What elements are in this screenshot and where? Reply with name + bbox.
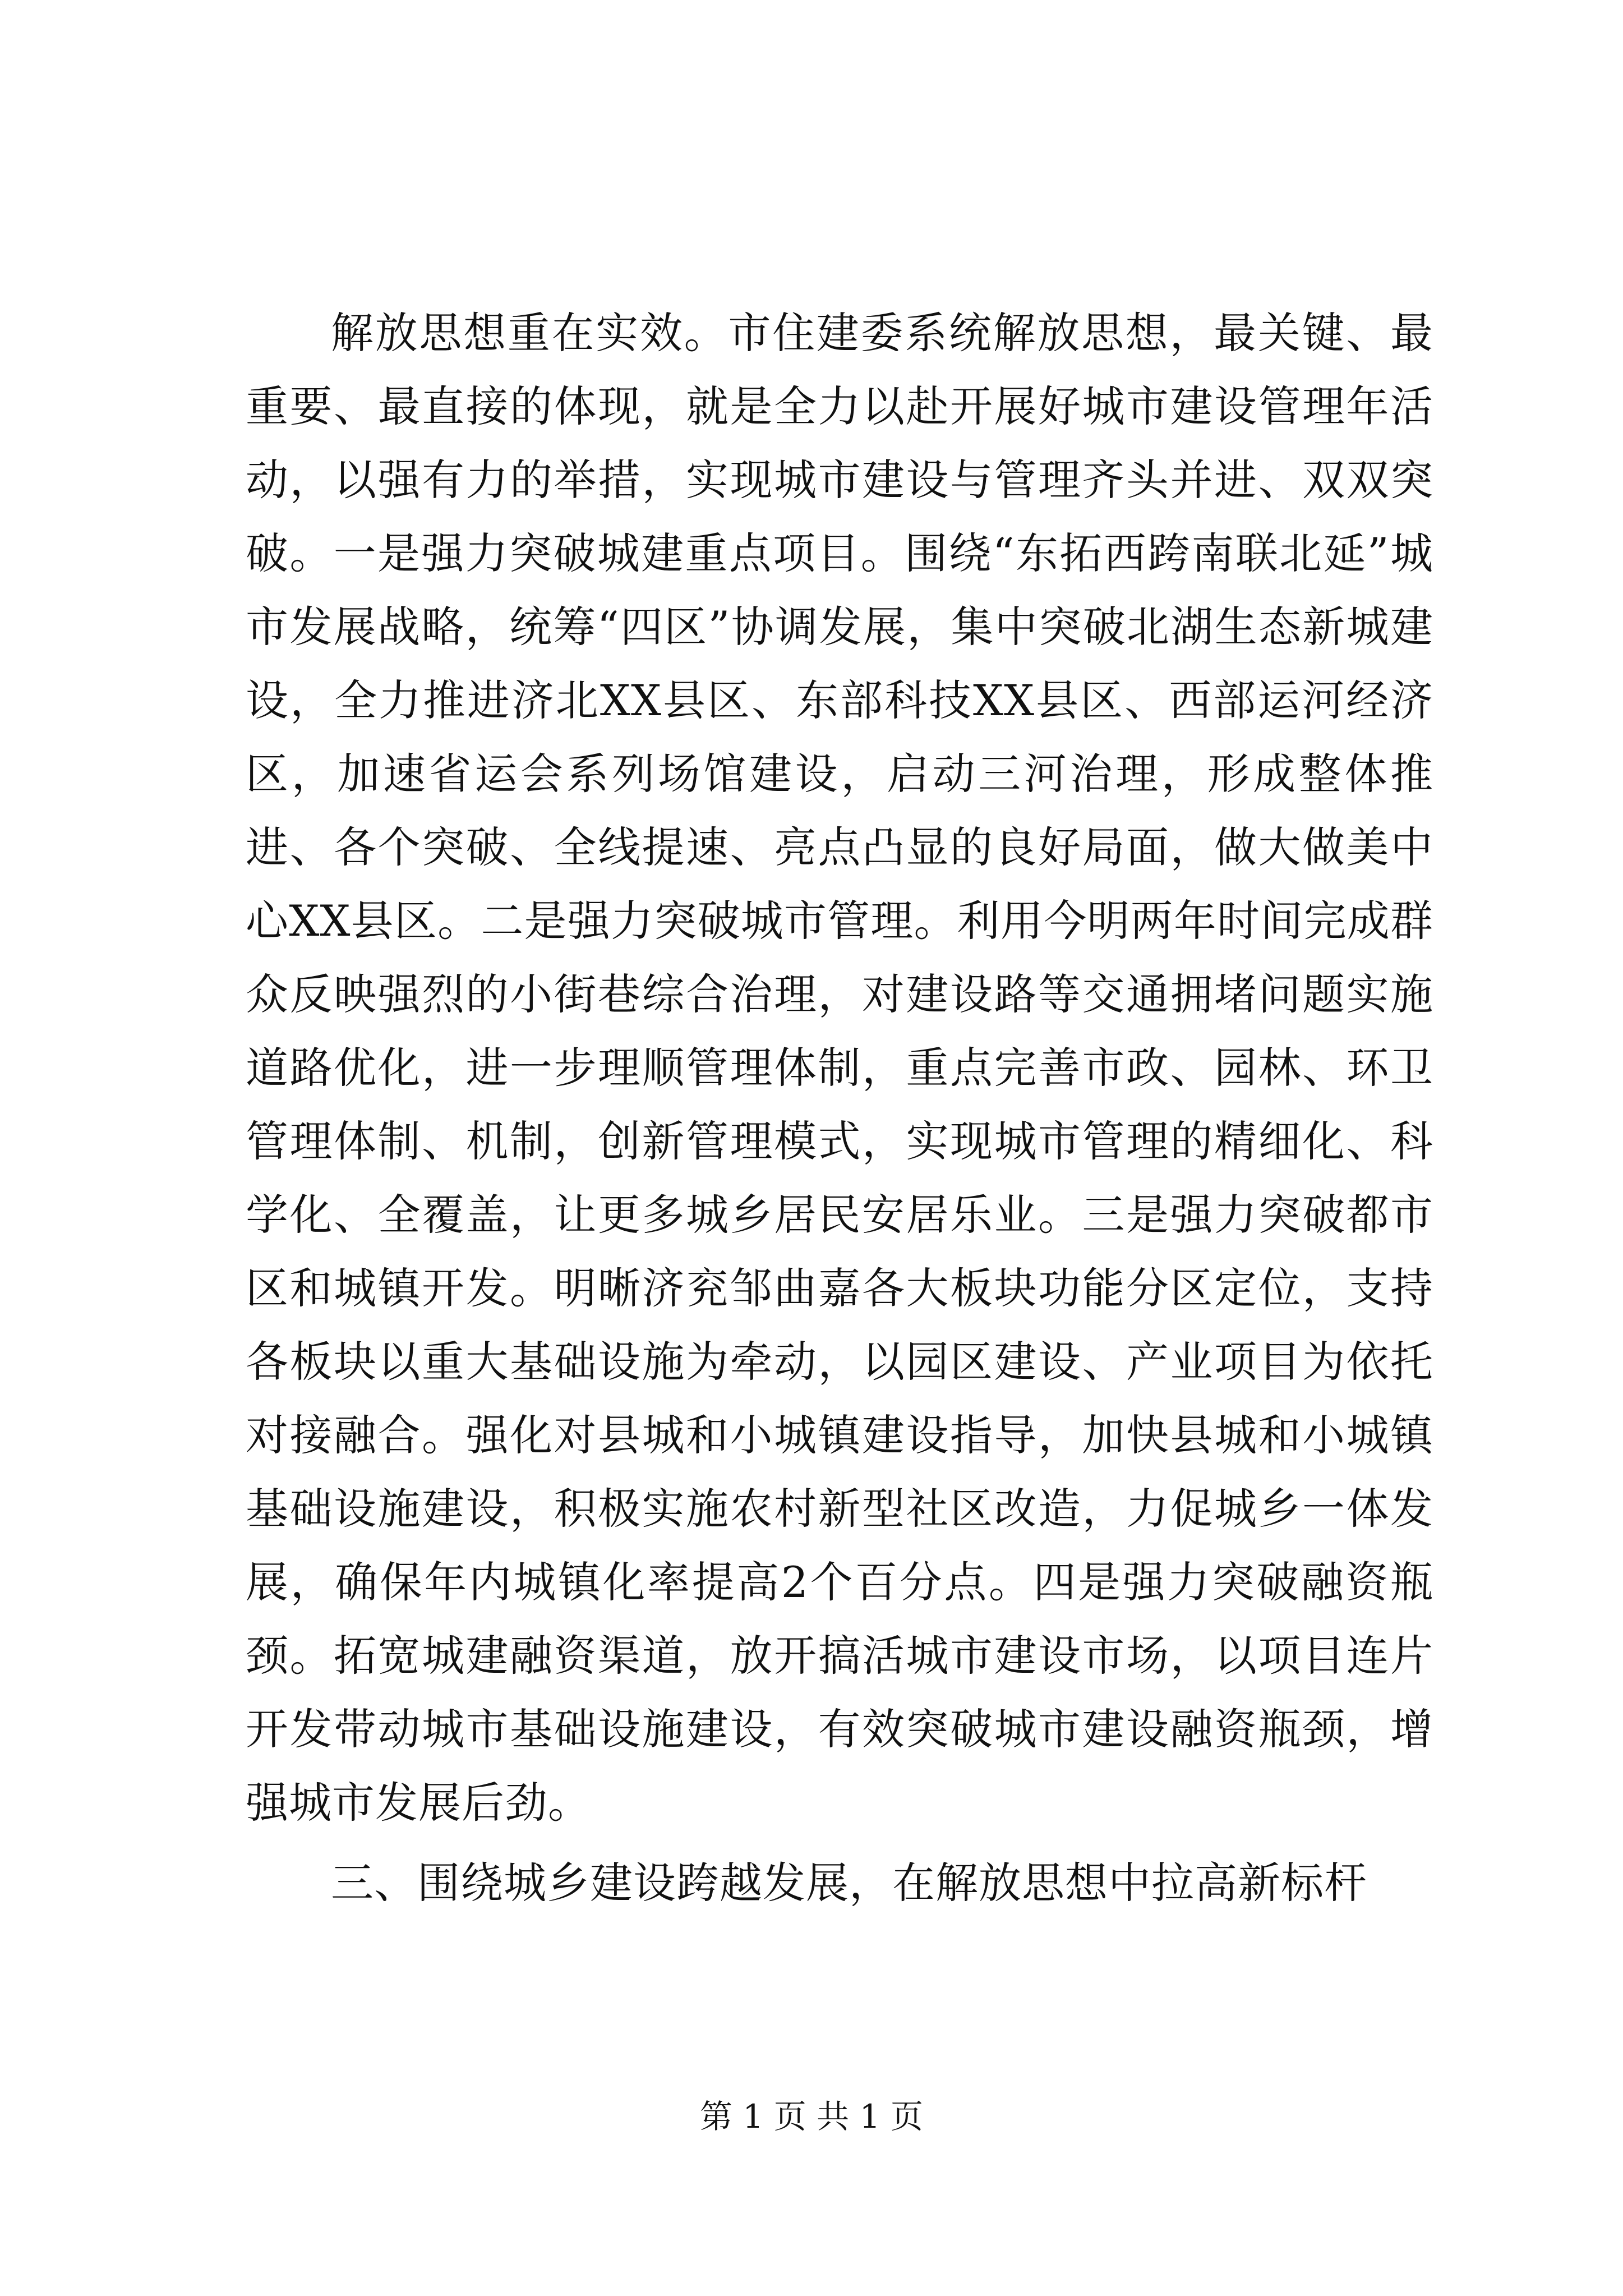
section-heading: 三、围绕城乡建设跨越发展，在解放思想中拉高新标杆 [331,1858,1367,1908]
document-body [246,296,1433,1920]
body-paragraph: 解放思想重在实效。市住建委系统解放思想，最关键、最重要、最直接的体现，就是全力以赴开展好城市建设管理年活动，以强有力的举措，实现城市建设与管理齐头并进、双双突破。一是强力突破城建重点项目。围绕“东拓西跨南联北延”城市发展战略，统筹“四区”协调发展，集中突破北湖生态新城建设，全力推进济北XX县区、东部科技XX县区、西部运河经济区，加速省运会系列场馆建设，启动三河治理，形成整体推进、各个突破、全线提速、亮点凸显的良好局面，做大做美中心XX县区。二是强力突破城市管理。利用今明两年时间完成群众反映强烈的小街巷综合治理，对建设路等交通拥堵问题实施道路优化，进一步理顺管理体制，重点完善市政、园林、环卫管理体制、机制，创新管理模式，实现城市管理的精细化、科学化、全覆盖，让更多城乡居民安居乐业。三是强力突破都市区和城镇开发。明晰济兖邹曲嘉各大板块功能分区定位，支持各板块以重大基础设施为牵动，以园区建设、产业项目为依托对接融合。强化对县城和小城镇建设指导，加快县城和小城镇基础设施建设，积极实施农村新型社区改造，力促城乡一体发展，确保年内城镇化率提高2个百分点。四是强力突破融资瓶颈。拓宽城建融资渠道，放开搞活城市建设市场，以项目连片开发带动城市基础设施建设，有效突破城市建设融资瓶颈，增强城市发展后劲。 [246,308,1433,1828]
page-footer: 第 1 页 共 1 页 [700,2097,923,2136]
